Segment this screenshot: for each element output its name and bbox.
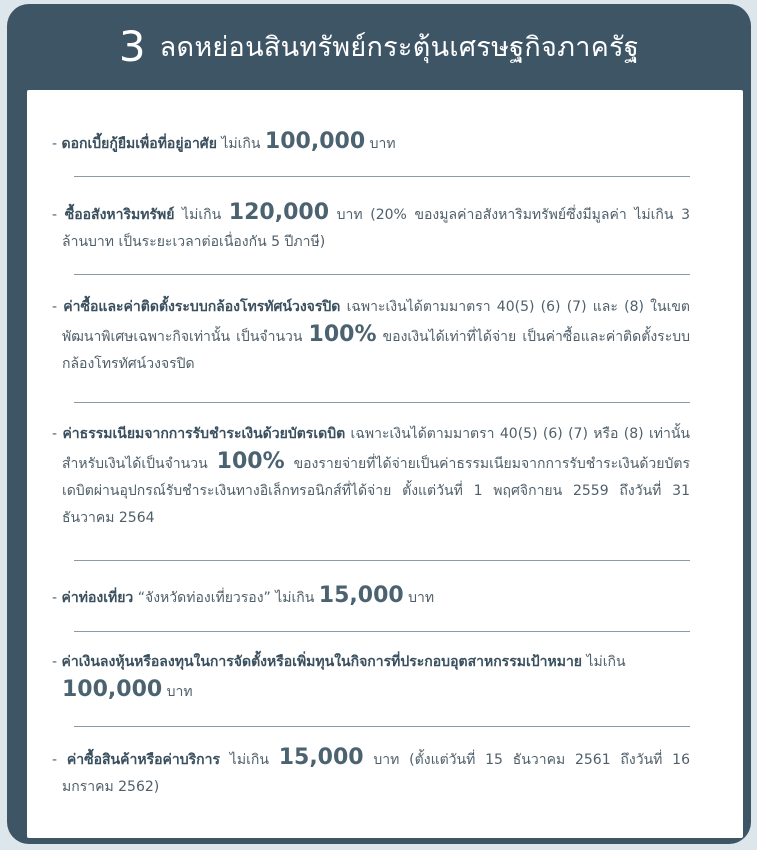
list-item	[52, 199, 690, 256]
item-text: ของรายจ่ายที่ได้จ่ายเป็นค่าธรรมเนียมจากการรับชำระเงินด้วยบัตรเดบิตผ่านอุปกรณ์รับชำระเงินทางอิเล็กทรอนิกส์ที่ได้จ่าย ตั้งแต่วันที่ 1 พฤศจิกายน 2559 ถึงวันที่ 31 ธันวาคม 2564	[62, 456, 690, 526]
item-heading: ค่าซื้อสินค้าหรือค่าบริการ	[66, 752, 220, 768]
item-amount: 100,000	[264, 129, 366, 154]
divider	[74, 402, 690, 403]
divider	[74, 726, 690, 727]
item-amount: 100,000	[62, 677, 163, 702]
section-number: 3	[118, 22, 146, 71]
item-text: บาท (ตั้งแต่วันที่ 15 ธันวาคม 2561 ถึงวันที่ 16 มกราคม 2562)	[62, 752, 690, 795]
item-amount: 120,000	[228, 200, 329, 225]
card-header	[7, 4, 751, 90]
item-heading: ค่าเงินลงหุ้นหรือลงทุนในการจัดตั้งหรือเพิ่มทุนในกิจการที่ประกอบอุตสาหกรรมเป้าหมาย	[61, 654, 583, 670]
item-heading: ค่าธรรมเนียมจากการรับชำระเงินด้วยบัตรเดบิต	[62, 426, 346, 442]
divider	[74, 274, 690, 275]
item-text: บาท	[365, 136, 396, 152]
item-text: บาท (20% ของมูลค่าอสังหาริมทรัพย์ซึ่งมีมูลค่า ไม่เกิน 3 ล้านบาท เป็นระยะเวลาต่อเนื่องกัน 5 ปีภาษี)	[62, 207, 690, 250]
item-amount: 100%	[216, 449, 285, 474]
item-text: ไม่เกิน	[582, 654, 626, 670]
item-heading: ซื้ออสังหาริมทรัพย์	[64, 207, 175, 223]
list-item	[52, 294, 691, 378]
item-text: “จังหวัดท่องเที่ยวรอง” ไม่เกิน	[133, 590, 319, 606]
bullet-dash: -	[52, 426, 58, 442]
item-text: ไม่เกิน	[220, 752, 279, 768]
item-amount: 100%	[308, 322, 377, 347]
item-text: บาท	[403, 590, 435, 606]
item-text: ไม่เกิน	[174, 207, 229, 223]
item-amount: 15,000	[278, 745, 364, 770]
bullet-dash: -	[52, 299, 58, 315]
bullet-dash: -	[52, 752, 58, 768]
list-item	[52, 649, 690, 706]
list-item	[52, 128, 690, 158]
list-item	[52, 582, 690, 612]
item-heading: ดอกเบี้ยกู้ยืมเพื่อที่อยู่อาศัย	[61, 136, 217, 152]
list-item	[52, 421, 691, 532]
item-text: เฉพาะเงินได้ตามมาตรา 40(5) (6) (7) หรือ (8) เท่านั้น สำหรับเงินได้เป็นจำนวน	[62, 426, 691, 472]
divider	[74, 631, 690, 632]
bullet-dash: -	[52, 590, 58, 606]
bullet-dash: -	[52, 136, 58, 152]
list-item	[52, 744, 690, 801]
item-text: เฉพาะเงินได้ตามมาตรา 40(5) (6) (7) และ (8) ในเขตพัฒนาพิเศษเฉพาะกิจเท่านั้น เป็นจำนวน	[62, 299, 691, 345]
bullet-dash: -	[52, 207, 58, 223]
item-heading: ค่าท่องเที่ยว	[61, 590, 134, 606]
item-text: บาท	[162, 684, 193, 700]
divider	[74, 176, 690, 177]
card-title: ลดหย่อนสินทรัพย์กระตุ้นเศรษฐกิจภาครัฐ	[159, 31, 640, 63]
bullet-dash: -	[52, 654, 58, 670]
item-amount: 15,000	[318, 583, 404, 608]
divider	[74, 560, 690, 561]
item-text: ของเงินได้เท่าที่ได้จ่าย เป็นค่าซื้อและค่าติดตั้งระบบกล้องโทรทัศน์วงจรปิด	[62, 329, 690, 372]
item-heading: ค่าซื้อและค่าติดตั้งระบบกล้องโทรทัศน์วงจรปิด	[63, 299, 341, 315]
item-text: ไม่เกิน	[216, 136, 265, 152]
